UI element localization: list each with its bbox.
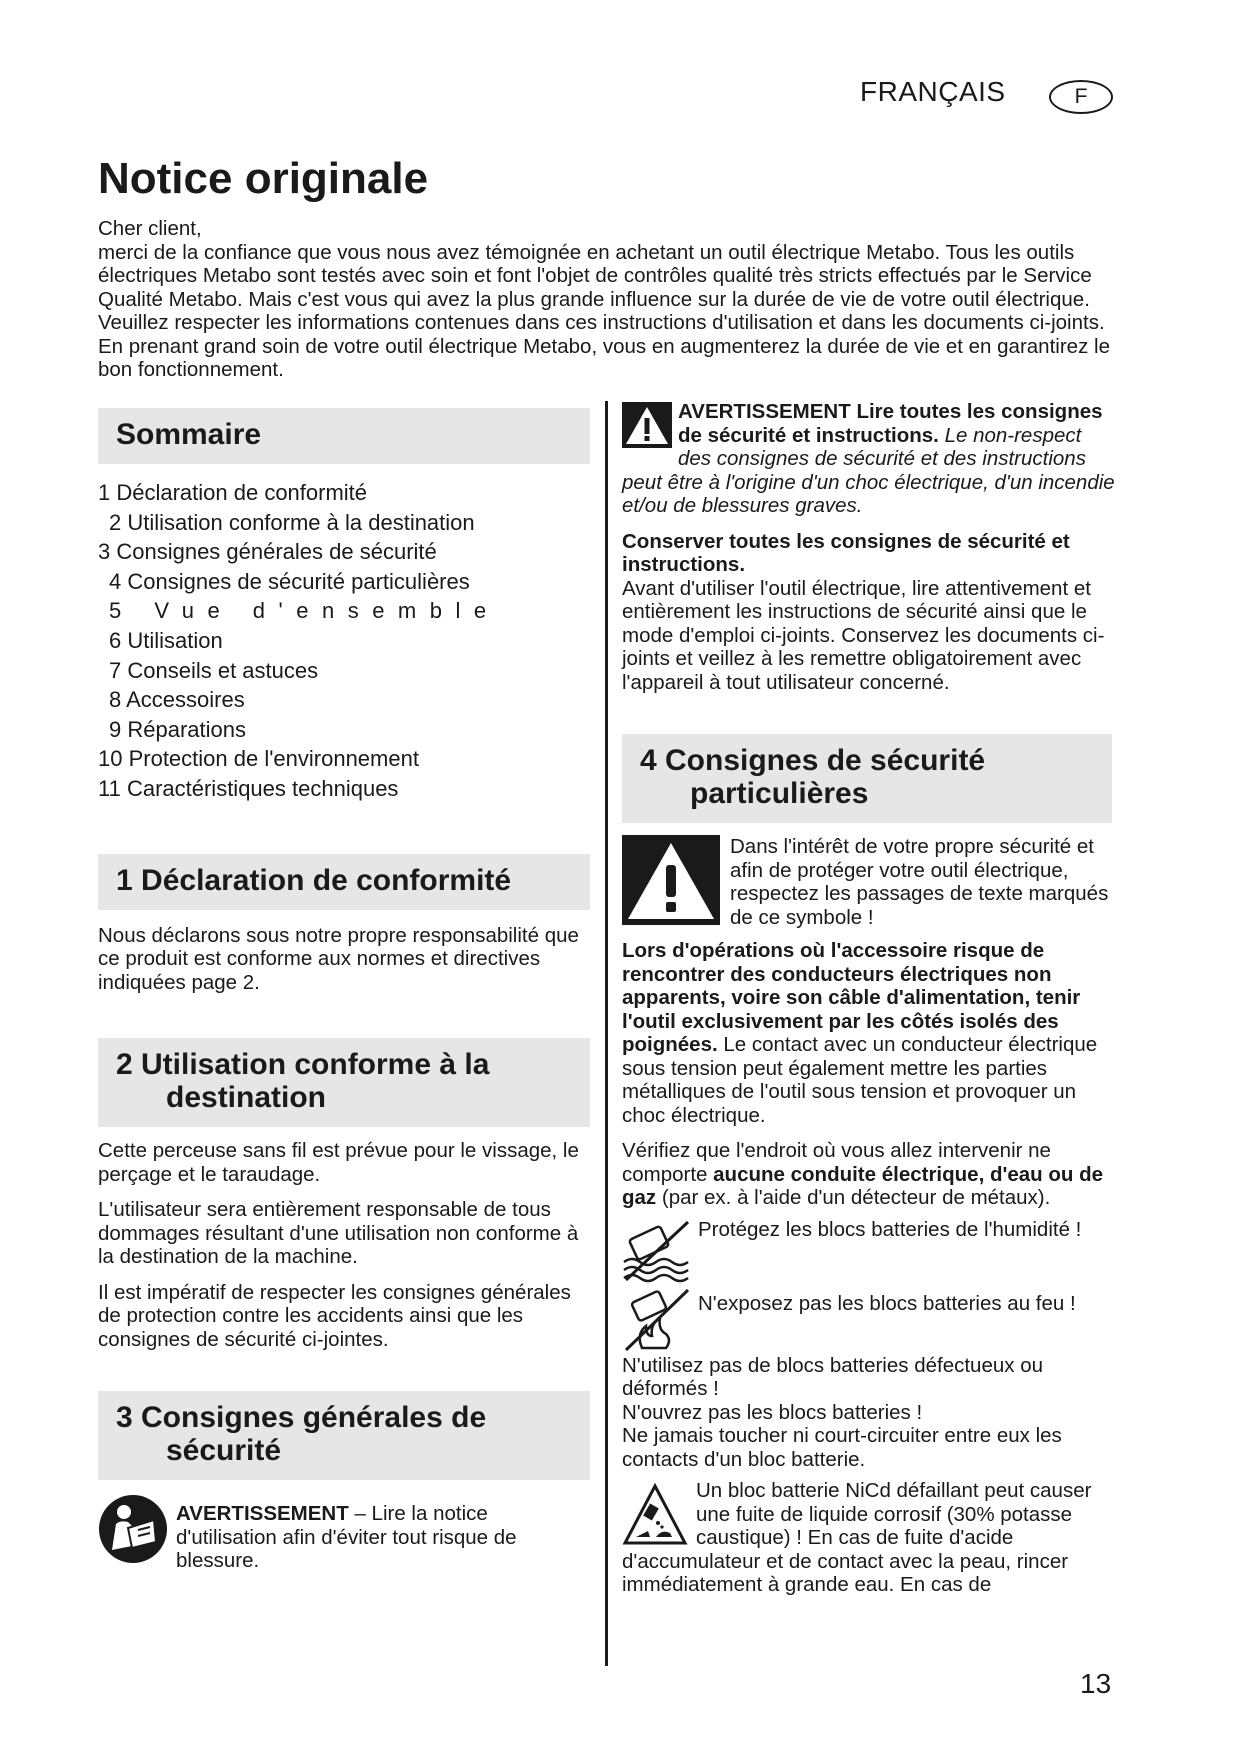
- defective-battery-text: N'utilisez pas de blocs batteries défectueux ou déformés !: [622, 1353, 1043, 1400]
- toc-item-5[interactable]: 5 Vue d'ensemble: [109, 598, 500, 624]
- humidity-text: Protégez les blocs batteries de l'humidité !: [698, 1217, 1082, 1241]
- section-2-heading: [98, 1038, 590, 1127]
- read-manual-warning: [98, 1494, 590, 1573]
- section-1-text: Nous déclarons sous notre propre responsabilité que ce produit est conforme aux normes et directives indiquées page 2.: [98, 923, 579, 994]
- section-4-title-line2: particulières: [690, 777, 869, 810]
- open-battery-text: N'ouvrez pas les blocs batteries !: [622, 1400, 923, 1424]
- no-fire-icon: [622, 1286, 692, 1352]
- keep-instructions-text: Avant d'utiliser l'outil électrique, lire attentivement et entièrement les instructions de sécurité ainsi que le mode d'emploi ci-joints. Conservez les documents ci-joints et veillez à les remettre obligatoirement avec l'appareil à tout utilisateur concerné.: [622, 576, 1105, 694]
- toc-heading-text: Sommaire: [116, 418, 262, 451]
- check-lines-label: aucune conduite électrique, d'eau ou de gaz: [622, 1162, 1104, 1209]
- general-warning-text: Le non-respect des consignes de sécurité et des instructions peut être à l'origine d'un choc électrique, d'un incendie et/ou de blessures graves.: [622, 423, 1115, 517]
- keep-instructions-label: Conserver toutes les consignes de sécurité et instructions.: [622, 529, 1070, 576]
- toc-item-7[interactable]: 7 Conseils et astuces: [109, 657, 319, 683]
- corrosive-hazard-icon: [622, 1483, 688, 1547]
- section-2-title-line1: 2 Utilisation conforme à la: [116, 1048, 490, 1082]
- short-circuit-text: Ne jamais toucher ni court-circuiter entre eux les contacts d'un bloc batterie.: [622, 1424, 1062, 1471]
- nicd-text: Un bloc batterie NiCd défaillant peut causer une fuite de liquide corrosif (30% potasse caustique) ! En cas de fuite d'acide d'accumulateur et de contact avec la peau, rincer immédiatement à grande eau. En cas de: [622, 1479, 1092, 1596]
- fire-text: N'exposez pas les blocs batteries au feu !: [698, 1291, 1076, 1315]
- section-2-p1: Cette perceuse sans fil est prévue pour le vissage, le perçage et le taraudage.: [98, 1139, 579, 1186]
- section-1-title: Déclaration de conformité: [141, 863, 512, 897]
- keep-instructions: [622, 530, 1118, 695]
- check-lines-text-2: (par ex. à l'aide d'un détecteur de métaux).: [656, 1186, 1051, 1209]
- hidden-conductors-text: Le contact avec un conducteur électrique sous tension peut également mettre les parties métalliques de l'outil sous tension et provoquer un choc électrique.: [622, 1033, 1098, 1127]
- general-warning: [622, 400, 1118, 518]
- right-column: [622, 400, 1118, 1597]
- language-code-badge: F: [1049, 80, 1113, 114]
- toc-item-8[interactable]: 8 Accessoires: [109, 687, 245, 713]
- toc-item-4[interactable]: 4 Consignes de sécurité particulières: [109, 568, 470, 594]
- no-water-icon: [622, 1218, 692, 1284]
- fire-warning: [622, 1286, 1118, 1352]
- hidden-conductors-label: Lors d'opérations où l'accessoire risque de rencontrer des conducteurs électriques non apparents, voire son câble d'alimentation, tenir l'outil exclusivement par les côtés isolés des poignées.: [622, 939, 1081, 1056]
- language-label: FRANÇAIS: [860, 76, 1006, 107]
- intro-text: [98, 217, 1128, 382]
- section-2-p3: Il est impératif de respecter les consignes générales de protection contre les accidents ainsi que les consignes de sécurité ci-jointes.: [98, 1280, 571, 1351]
- toc-item-9[interactable]: 9 Réparations: [109, 716, 246, 742]
- toc-item-2[interactable]: 2 Utilisation conforme à la destination: [109, 509, 475, 535]
- page-title: Notice originale: [98, 154, 429, 203]
- large-warning-triangle-icon: [622, 835, 720, 925]
- section-4-heading: [622, 734, 1112, 823]
- section-1-heading: [98, 854, 590, 910]
- hidden-conductors-warning: [622, 939, 1118, 1127]
- intro-greeting: Cher client,: [98, 217, 202, 240]
- read-manual-text: [176, 1494, 590, 1573]
- safety-symbol-notice: [622, 835, 1118, 929]
- left-column: [98, 408, 590, 1573]
- read-manual-icon: [98, 1494, 168, 1564]
- page-number: 13: [1080, 1668, 1112, 1699]
- section-3-title-line2: sécurité: [166, 1434, 282, 1468]
- section-4-title-line1: 4 Consignes de sécurité: [640, 744, 986, 777]
- warning-triangle-icon: [622, 402, 672, 448]
- intro-paragraph: merci de la confiance que vous nous avez témoignée en achetant un outil électrique Metabo. Tous les outils électriques Metabo sont testés avec soin et font l'objet de contrôles qualité très stricts effectués par le Service Qualité Metabo. Mais c'est vous qui avez la plus grande influence sur la durée de vie de votre outil électrique. Veuillez respecter les informations contenues dans ces instructions d'utilisation et dans les documents ci-joints. En prenant grand soin de votre outil électrique Metabo, vous en augmenterez la durée de vie et en garantirez le bon fonctionnement.: [98, 240, 1110, 381]
- section-1-number: 1: [116, 863, 133, 897]
- section-3-heading: [98, 1391, 590, 1480]
- section-3-title-line1: 3 Consignes générales de: [116, 1401, 487, 1435]
- toc-item-10[interactable]: 10 Protection de l'environnement: [98, 746, 419, 772]
- general-warning-label: AVERTISSEMENT Lire toutes les consignes de sécurité et instructions.: [678, 400, 1103, 447]
- nicd-warning: [622, 1479, 1118, 1597]
- table-of-contents: [98, 478, 590, 804]
- check-lines-text-1: Vérifiez que l'endroit où vous allez intervenir ne comporte: [622, 1139, 1051, 1186]
- humidity-warning: [622, 1218, 1118, 1284]
- toc-item-1[interactable]: 1 Déclaration de conformité: [98, 480, 368, 505]
- check-lines-warning: [622, 1139, 1118, 1210]
- column-divider: [605, 401, 608, 1666]
- toc-item-6[interactable]: 6 Utilisation: [109, 627, 223, 653]
- section-2-title-line2: destination: [166, 1081, 327, 1115]
- read-manual-warning-label: AVERTISSEMENT: [176, 1502, 349, 1526]
- read-manual-warning-text: – Lire la notice d'utilisation afin d'éviter tout risque de blessure.: [176, 1502, 517, 1573]
- safety-symbol-text: Dans l'intérêt de votre propre sécurité et afin de protéger votre outil électrique, respectez les passages de texte marqués de ce symbole !: [730, 835, 1109, 929]
- section-2-p2: L'utilisateur sera entièrement responsable de tous dommages résultant d'une utilisation non conforme à la destination de la machine.: [98, 1198, 579, 1269]
- toc-item-11[interactable]: 11 Caractéristiques techniques: [98, 775, 399, 801]
- toc-item-3[interactable]: 3 Consignes générales de sécurité: [98, 539, 437, 565]
- toc-heading: [98, 408, 590, 464]
